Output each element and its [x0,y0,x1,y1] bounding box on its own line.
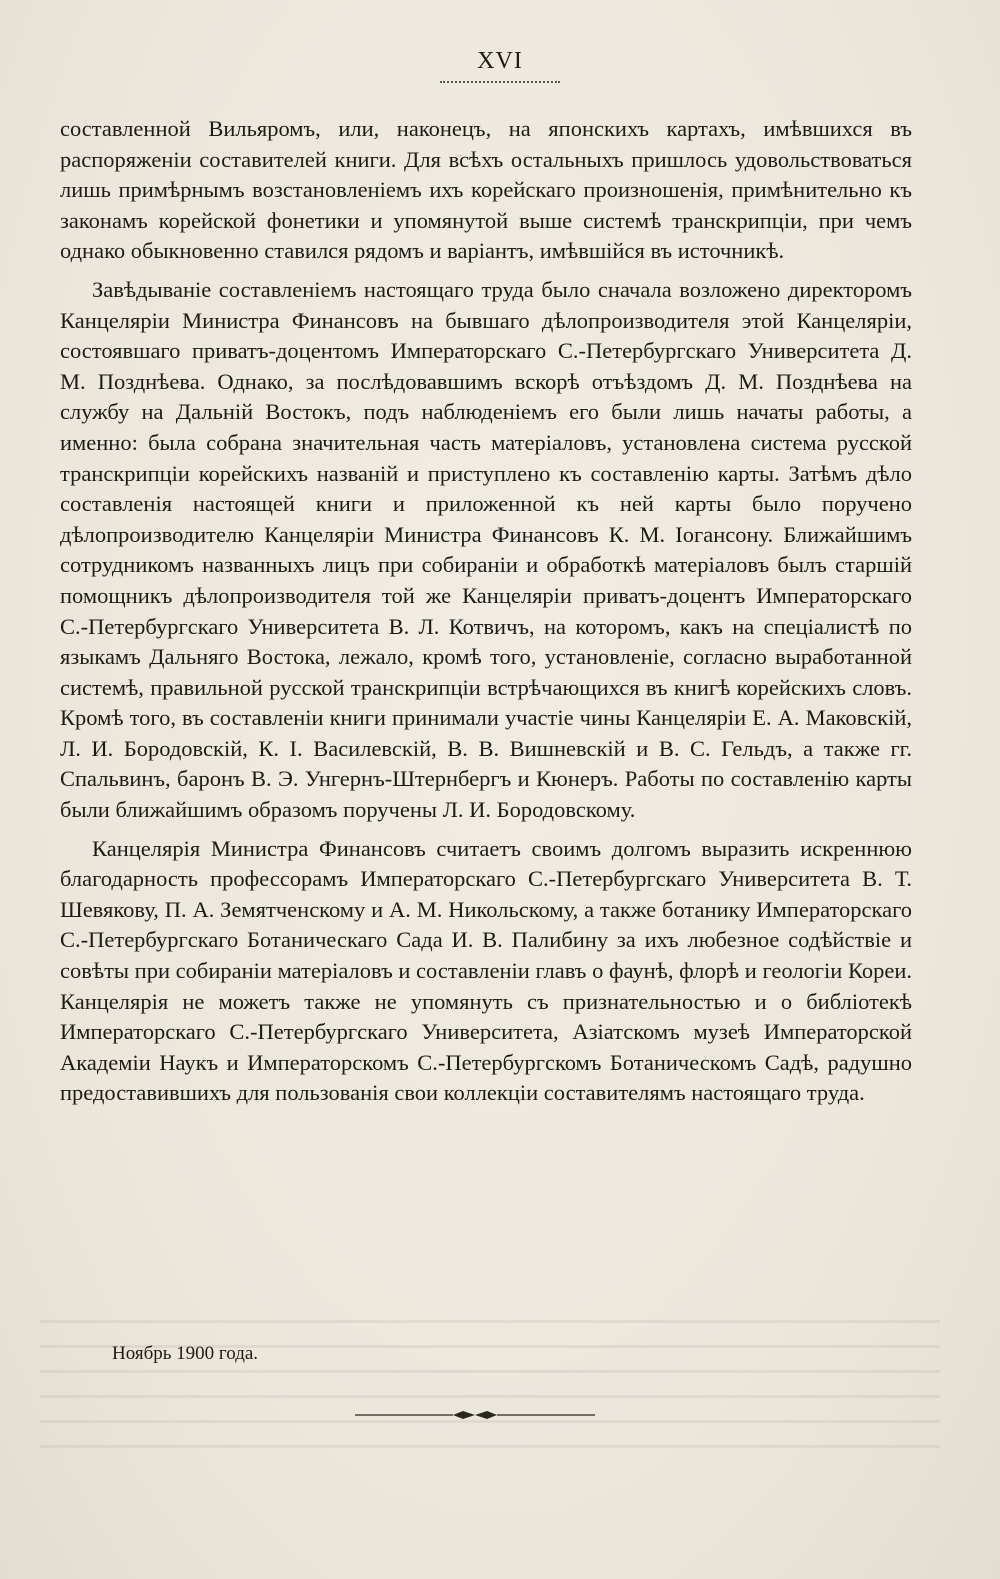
date-line: Ноябрь 1900 года. [112,1343,259,1364]
body-text [60,114,912,1117]
page-number: XVI [477,48,523,74]
paragraph-2: Завѣдываніе составленіемъ настоящаго труда было сначала возложено директоромъ Канцеляріи Министра Финансовъ на бывшаго дѣлопроизводителя этой Канцеляріи, состоявшаго приватъ-доцентомъ Императорскаго С.-Петербургскаго Университета Д. М. Позднѣева. Однако, за послѣдовавшимъ вскорѣ отъѣздомъ Д. М. Позднѣева на службу на Дальній Востокъ, подъ наблюденіемъ его были лишь начаты работы, а именно: была собрана значительная часть матеріаловъ, установлена система русской транскрипціи корейскихъ названій и приступлено къ составленію карты. Затѣмъ дѣло составленія настоящей книги и приложенной къ ней карты было поручено дѣлопроизводителю Канцеляріи Министра Финансовъ К. М. Іогансону. Ближайшимъ сотрудникомъ названныхъ лицъ при собираніи и обработкѣ матеріаловъ былъ старшій помощникъ дѣлопроизводителя той же Канцеляріи приватъ-доцентъ Императорскаго С.-Петербургскаго Университета В. Л. Котвичъ, на которомъ, какъ на спеціалистѣ по языкамъ Дальняго Востока, лежало, кромѣ того, установленіе, согласно выработанной системѣ, правильной русской транскрипціи встрѣчающихся въ книгѣ корейскихъ словъ. Кромѣ того, въ составленіи книги принимали участіе чины Канцеляріи Е. А. Маковскій, Л. И. Бородовскій, К. І. Василевскій, В. В. Вишневскій и В. С. Гельдъ, а также гг. Спальвинъ, баронъ В. Э. Унгернъ-Штернбергъ и Кюнеръ. Работы по составленію карты были ближайшимъ образомъ поручены Л. И. Бородовскому. [60,276,912,823]
page-header [0,48,1000,83]
header-dotted-rule [440,81,560,83]
ornament-divider-icon [355,1408,595,1422]
bleed-through-shadow [40,1298,940,1448]
paragraph-3: Канцелярія Министра Финансовъ считаетъ своимъ долгомъ выразить искреннюю благодарность профессорамъ Императорскаго С.-Петербургскаго Университета В. Т. Шевякову, П. А. Земятченскому и А. М. Никольскому, а также ботанику Императорскаго С.-Петербургскаго Ботаническаго Сада И. В. Палибину за ихъ любезное содѣйствіе и совѣты при собираніи матеріаловъ и составленіи главъ о фаунѣ, флорѣ и геологіи Кореи. Канцелярія не можетъ также не упомянуть съ признательностью и о библіотекѣ Императорскаго С.-Петербургскаго Университета, Азіатскомъ музеѣ Императорской Академіи Наукъ и Императорскомъ С.-Петербургскомъ Ботаническомъ Садѣ, радушно предоставившихъ для пользованія свои коллекціи составителямъ настоящаго труда. [60,835,912,1106]
paragraph-1: составленной Вильяромъ, или, наконецъ, на японскихъ картахъ, имѣвшихся въ распоряженіи составителей книги. Для всѣхъ остальныхъ пришлось удовольствоваться лишь примѣрнымъ возстановленіемъ ихъ корейскаго произношенія, примѣнительно къ законамъ корейской фонетики и упомянутой выше системѣ транскрипціи, при чемъ однако обыкновенно ставился рядомъ и варіантъ, имѣвшійся въ источникѣ. [60,116,912,264]
